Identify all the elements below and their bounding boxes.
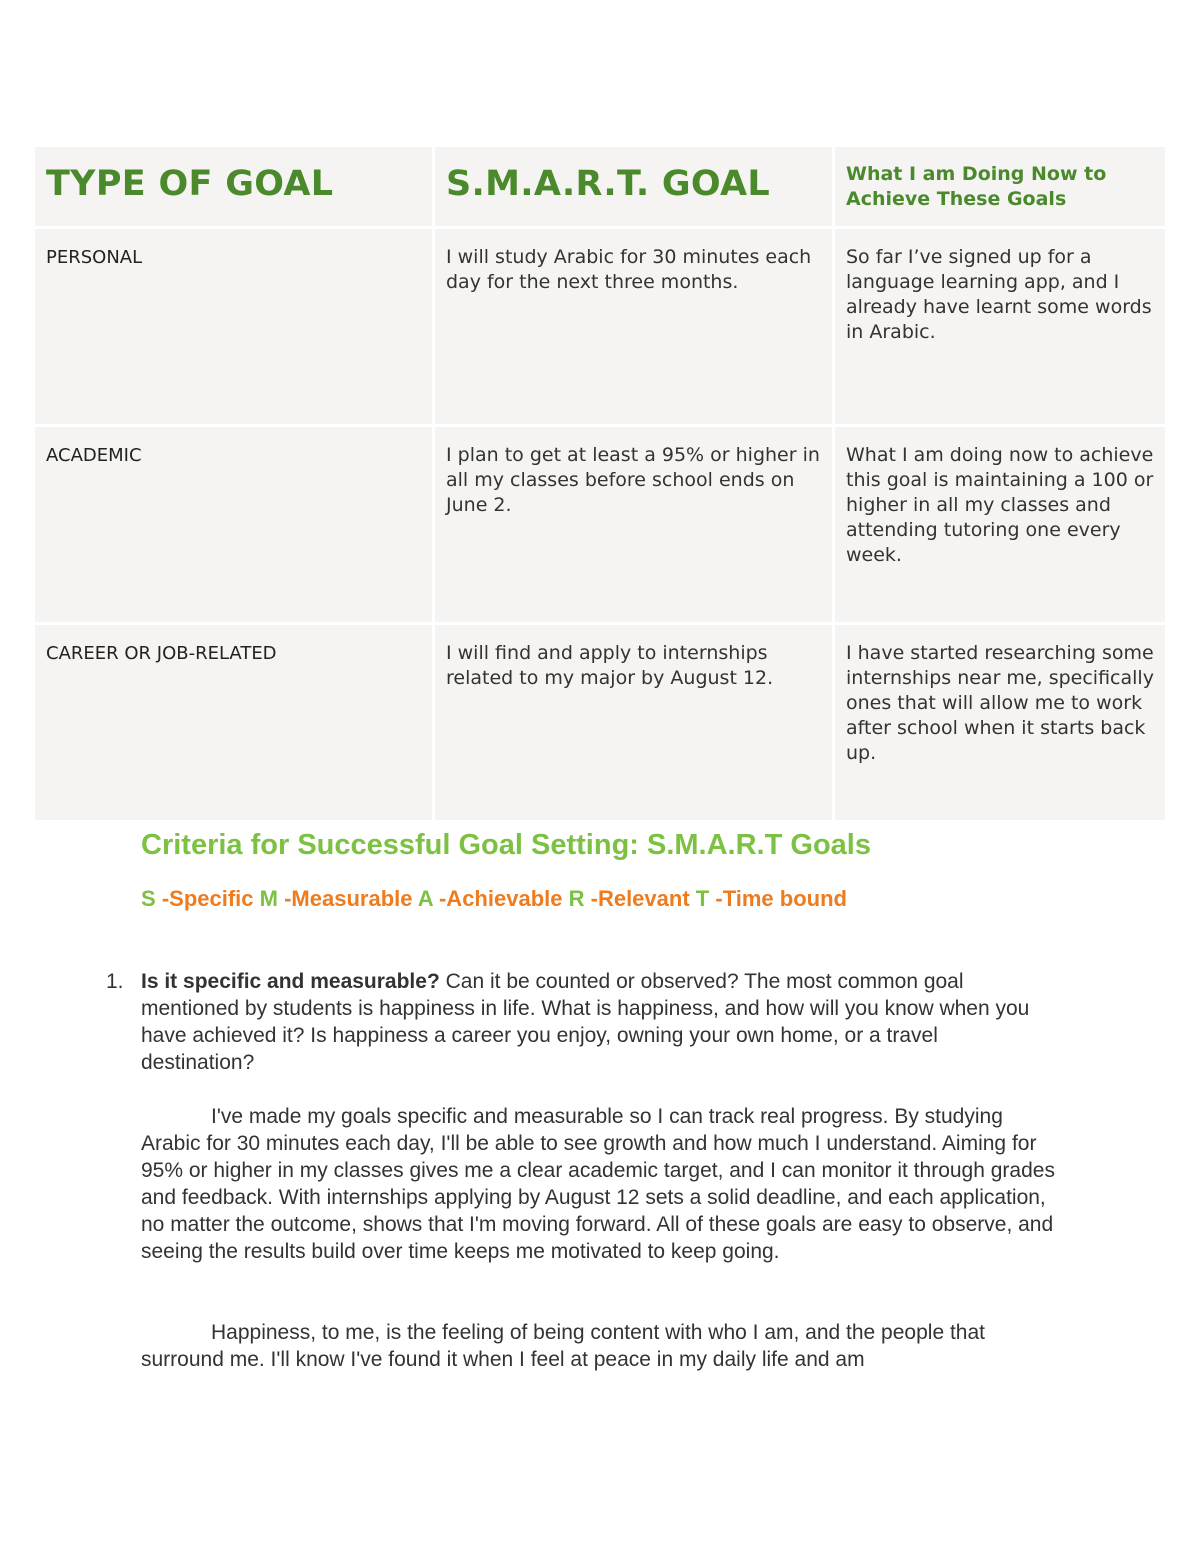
smart-goals-table: [32, 144, 1168, 823]
criteria-letter-r: R: [568, 886, 585, 911]
question-body: [141, 968, 1056, 1373]
criteria-word-time-bound: -Time bound: [715, 886, 847, 911]
goal-type-cell: CAREER OR JOB-RELATED: [35, 625, 432, 820]
header-type-of-goal: TYPE OF GOAL: [46, 163, 334, 204]
criteria-word-measurable: -Measurable: [284, 886, 413, 911]
question-text: Can it be counted or observed? The most common goal mentioned by students is happiness in life. What is happiness, and how will you know when you have achieved it? Is happiness a career you enjoy, owning your own home, or a travel destination?: [141, 970, 1030, 1074]
table-row: [35, 229, 1165, 424]
table-row: [35, 427, 1165, 622]
header-what-doing-now: What I am Doing Now to Achieve These Goals: [846, 162, 1107, 210]
smart-goal-cell: I will find and apply to internships related to my major by August 12.: [435, 625, 832, 820]
doing-now-cell: What I am doing now to achieve this goal is maintaining a 100 or higher in all my classes and attending tutoring one every week.: [835, 427, 1165, 622]
table-header-row: [35, 147, 1165, 226]
header-cell-smart: [435, 147, 832, 226]
goal-type-cell: ACADEMIC: [35, 427, 432, 622]
criteria-title: Criteria for Successful Goal Setting: S.M.A.R.T Goals: [141, 829, 871, 861]
smart-goal-cell: I will study Arabic for 30 minutes each day for the next three months.: [435, 229, 832, 424]
goal-type-cell: PERSONAL: [35, 229, 432, 424]
criteria-letter-m: M: [259, 886, 278, 911]
criteria-letter-s: S: [141, 886, 156, 911]
smart-acronym-line: [141, 884, 1061, 914]
answer-paragraph-1: I've made my goals specific and measurable so I can track real progress. By studying Arabic for 30 minutes each day, I'll be able to see growth and how much I understand. Aiming for 95% or higher in my classes gives me a clear academic target, and I can monitor it through grades and feedback. With internships applying by August 12 sets a solid deadline, and each application, no matter the outcome, shows that I'm moving forward. All of these goals are easy to observe, and seeing the results build over time keeps me motivated to keep going.: [141, 1105, 1055, 1263]
header-cell-type: [35, 147, 432, 226]
criteria-letter-a: A: [417, 886, 433, 911]
doing-now-cell: I have started researching some internships near me, specifically ones that will allow me to work after school when it starts back up.: [835, 625, 1165, 820]
criteria-word-achievable: -Achievable: [438, 886, 563, 911]
question-bold-lead: Is it specific and measurable?: [141, 970, 440, 993]
header-smart-goal: S.M.A.R.T. GOAL: [446, 163, 771, 204]
table-row: [35, 625, 1165, 820]
smart-goal-cell: I plan to get at least a 95% or higher in all my classes before school ends on June 2.: [435, 427, 832, 622]
doing-now-cell: So far I’ve signed up for a language learning app, and I already have learnt some words in Arabic.: [835, 229, 1165, 424]
criteria-letter-t: T: [695, 886, 710, 911]
question-prompt: [141, 968, 1056, 1076]
question-1: [106, 968, 1056, 1373]
header-cell-doing: [835, 147, 1165, 226]
question-number: 1.: [106, 970, 124, 993]
criteria-section: [141, 826, 1061, 914]
answer-paragraph-2: Happiness, to me, is the feeling of being content with who I am, and the people that surround me. I'll know I've found it when I feel at peace in my daily life and am: [141, 1321, 985, 1371]
criteria-word-specific: -Specific: [161, 886, 254, 911]
criteria-word-relevant: -Relevant: [590, 886, 690, 911]
